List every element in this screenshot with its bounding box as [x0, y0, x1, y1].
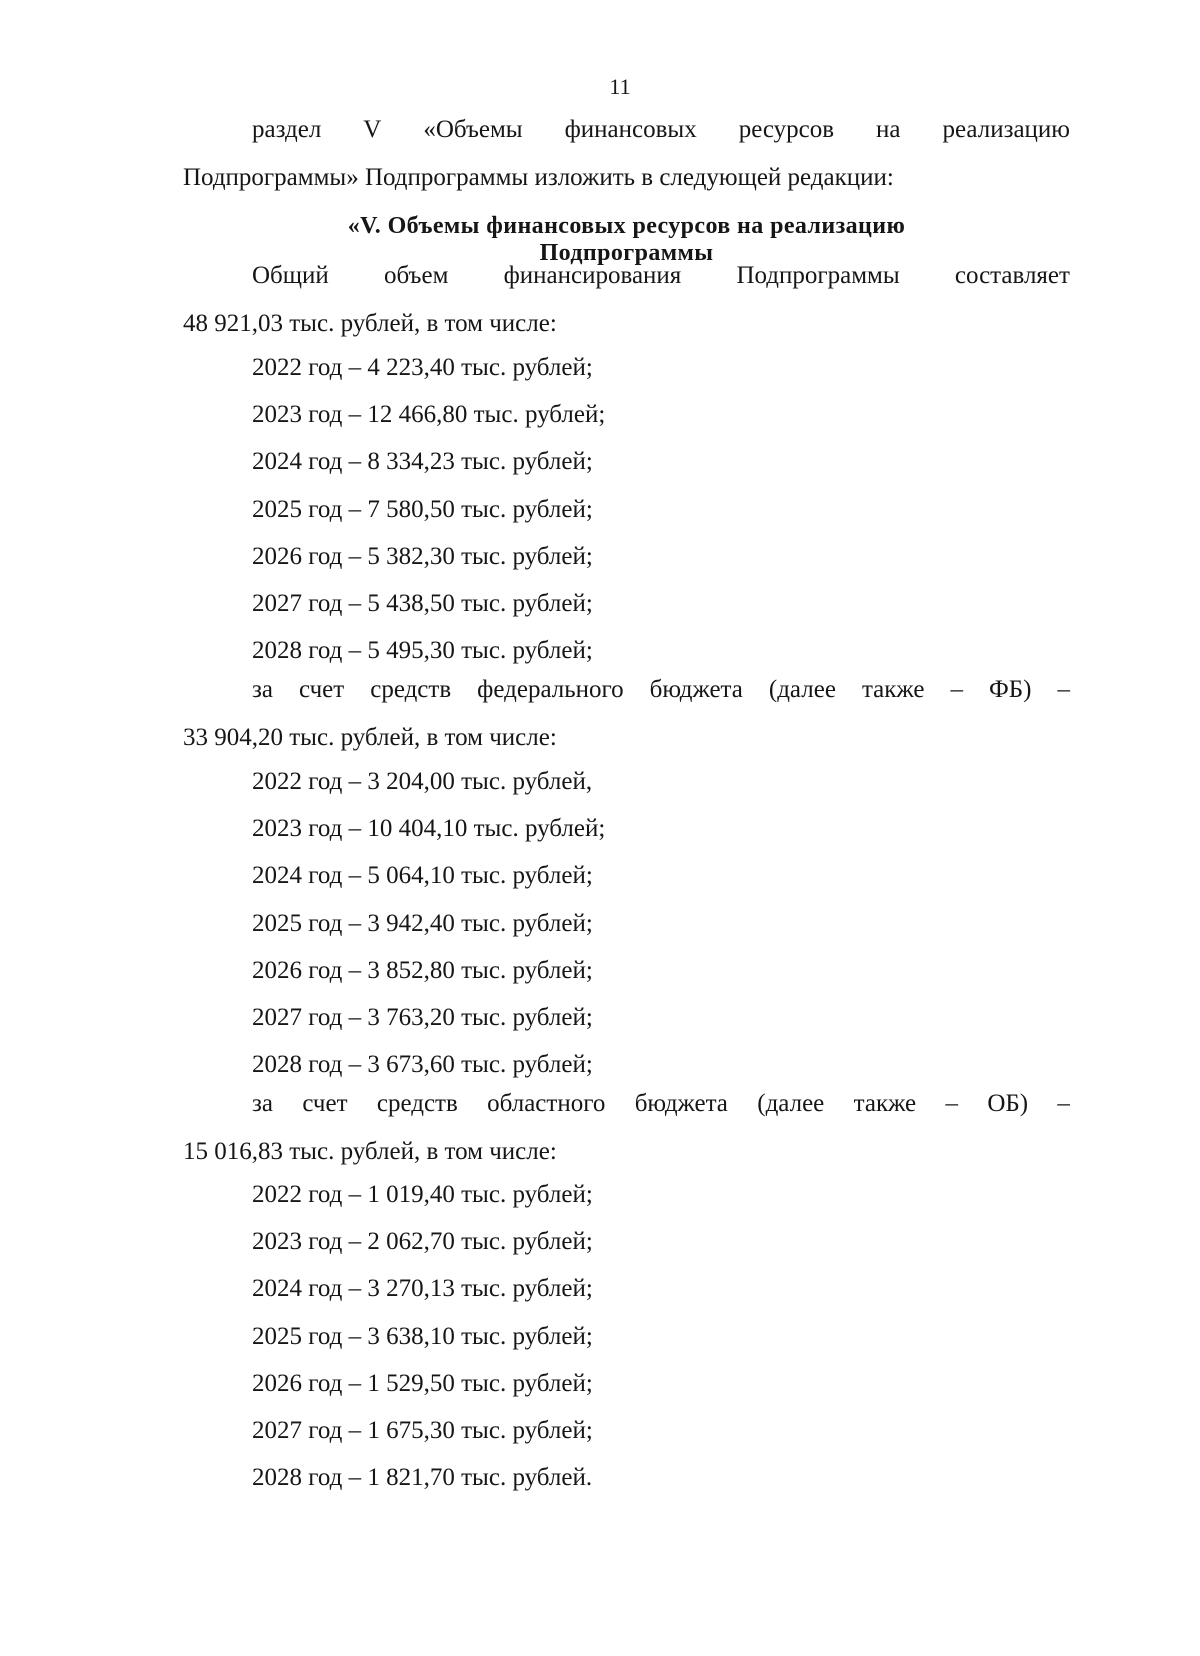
funding-year-item: 2025 год – 7 580,50 тыс. рублей;: [252, 495, 593, 523]
line-word: счет: [299, 676, 345, 703]
intro-line-1: [183, 106, 1070, 154]
total-funding-paragraph: [183, 252, 1070, 348]
funding-year-item: 2027 год – 1 675,30 тыс. рублей;: [252, 1416, 593, 1444]
line-word: также: [853, 1090, 917, 1117]
line-word: –: [945, 1090, 958, 1117]
line-word: реализацию: [942, 116, 1070, 143]
regional-budget-line-2: 15 016,83 тыс. рублей, в том числе:: [183, 1138, 557, 1165]
funding-year-item: 2022 год – 1 019,40 тыс. рублей;: [252, 1181, 593, 1208]
funding-year-item: 2022 год – 4 223,40 тыс. рублей;: [252, 354, 593, 381]
regional-budget-list: [252, 1171, 593, 1501]
total-funding-line-2: 48 921,03 тыс. рублей, в том числе:: [183, 310, 557, 337]
line-word: объем: [383, 262, 449, 289]
line-word: (далее: [768, 676, 836, 703]
funding-year-item: 2028 год – 1 821,70 тыс. рублей.: [252, 1464, 593, 1492]
line-word: составляет: [954, 262, 1070, 289]
federal-budget-paragraph: [183, 666, 1070, 762]
line-word: бюджета: [634, 1090, 728, 1117]
line-word: –: [950, 676, 963, 703]
funding-year-item: 2025 год – 3 638,10 тыс. рублей;: [252, 1322, 593, 1350]
line-word: счет: [302, 1090, 348, 1117]
funding-year-item: 2026 год – 5 382,30 тыс. рублей;: [252, 542, 593, 570]
line-word: также: [861, 676, 925, 703]
funding-year-item: 2026 год – 3 852,80 тыс. рублей;: [252, 956, 593, 984]
intro-line-2: Подпрограммы» Подпрограммы изложить в следующей редакции:: [183, 164, 894, 191]
line-word: ресурсов: [738, 116, 835, 143]
line-word: «Объемы: [423, 116, 523, 143]
line-word: на: [876, 116, 901, 143]
line-word: за: [252, 676, 273, 703]
line-word: финансирования: [503, 262, 682, 289]
line-word: –: [1057, 676, 1070, 703]
federal-budget-line-2: 33 904,20 тыс. рублей, в том числе:: [183, 724, 557, 751]
funding-year-item: 2024 год – 3 270,13 тыс. рублей;: [252, 1275, 593, 1303]
federal-budget-list: [252, 758, 605, 1088]
line-word: раздел: [252, 116, 322, 143]
line-word: бюджета: [649, 676, 743, 703]
line-word: федерального: [477, 676, 624, 703]
section-heading-line-2: Подпрограммы: [539, 240, 714, 266]
line-word: ФБ): [988, 676, 1032, 703]
line-word: –: [1057, 1090, 1070, 1117]
intro-paragraph: [183, 106, 1070, 202]
line-word: V: [363, 116, 382, 143]
funding-year-item: 2024 год – 8 334,23 тыс. рублей;: [252, 448, 593, 476]
federal-budget-line-1: [183, 666, 1070, 714]
funding-year-item: 2027 год – 5 438,50 тыс. рублей;: [252, 589, 593, 617]
line-word: ОБ): [987, 1090, 1029, 1117]
funding-year-item: 2023 год – 2 062,70 тыс. рублей;: [252, 1228, 593, 1256]
line-word: за: [252, 1090, 273, 1117]
line-word: средств: [370, 676, 452, 703]
funding-year-item: 2022 год – 3 204,00 тыс. рублей,: [252, 768, 593, 795]
line-word: финансовых: [564, 116, 697, 143]
funding-year-item: 2023 год – 12 466,80 тыс. рублей;: [252, 401, 606, 429]
funding-year-item: 2028 год – 3 673,60 тыс. рублей;: [252, 1051, 593, 1079]
funding-year-item: 2028 год – 5 495,30 тыс. рублей;: [252, 637, 593, 665]
line-word: областного: [487, 1090, 606, 1117]
funding-year-item: 2025 год – 3 942,40 тыс. рублей;: [252, 909, 593, 937]
regional-budget-paragraph: [183, 1080, 1070, 1176]
line-word: Общий: [252, 262, 329, 289]
line-word: (далее: [757, 1090, 825, 1117]
total-funding-line-1: [183, 252, 1070, 300]
line-word: Подпрограммы: [736, 262, 900, 289]
section-heading-line-1: «V. Объемы финансовых ресурсов на реализацию: [347, 213, 906, 239]
regional-budget-line-1: [183, 1080, 1070, 1128]
page-number: 11: [609, 74, 631, 99]
funding-year-item: 2023 год – 10 404,10 тыс. рублей;: [252, 815, 606, 843]
funding-year-item: 2024 год – 5 064,10 тыс. рублей;: [252, 862, 593, 890]
line-word: средств: [376, 1090, 458, 1117]
funding-year-item: 2027 год – 3 763,20 тыс. рублей;: [252, 1003, 593, 1031]
funding-year-item: 2026 год – 1 529,50 тыс. рублей;: [252, 1369, 593, 1397]
total-funding-list: [252, 344, 605, 674]
